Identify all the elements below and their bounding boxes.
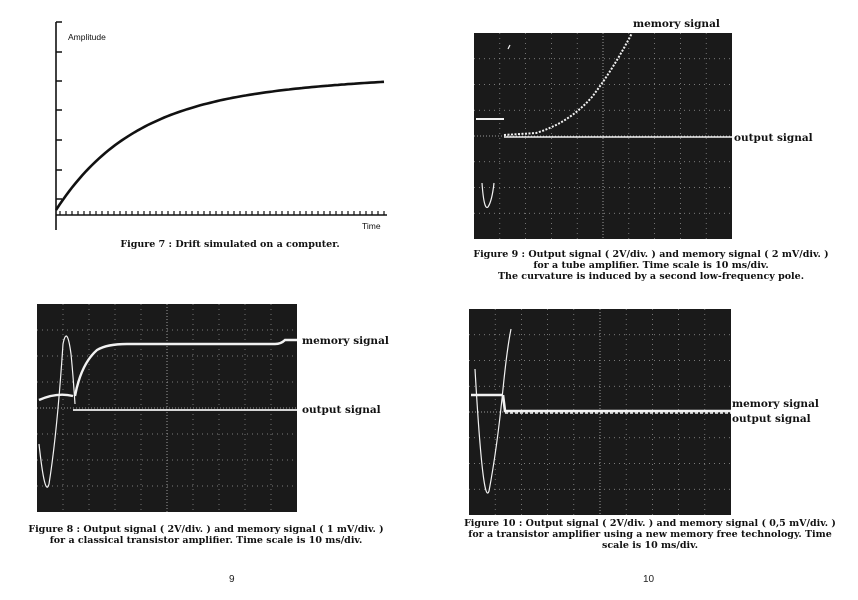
fig7-y-ticks	[56, 22, 62, 199]
fig7-caption: Figure 7 : Drift simulated on a computer.	[120, 239, 340, 250]
fig7-plot	[50, 18, 390, 233]
fig10-output-label: output signal	[732, 413, 811, 425]
page-number-right: 10	[643, 574, 655, 585]
fig8-caption	[20, 524, 392, 546]
fig7-drift-curve	[56, 82, 384, 210]
fig9-caption	[470, 249, 832, 282]
fig9-caption-line-2: for a tube amplifier. Time scale is 10 ms/div.	[533, 260, 769, 271]
page-number-left: 9	[229, 574, 235, 585]
fig8-caption-line-2: for a classical transistor amplifier. Time scale is 10 ms/div.	[49, 535, 363, 546]
fig10-caption-line-2: for a transistor amplifier using a new memory free technology. Time	[468, 529, 832, 540]
fig10-caption-line-1: Figure 10 : Output signal ( 2V/div. ) and memory signal ( 0,5 mV/div. )	[464, 518, 836, 529]
fig9-caption-line-1: Figure 9 : Output signal ( 2V/div. ) and memory signal ( 2 mV/div. )	[473, 249, 829, 260]
fig10-caption-line-3: scale is 10 ms/div.	[601, 540, 699, 551]
fig10-caption	[463, 518, 837, 551]
fig7-ylabel: Amplitude	[68, 32, 106, 42]
fig8-memory-label: memory signal	[302, 335, 389, 347]
fig10-scope	[469, 309, 731, 515]
fig9-scope	[474, 33, 732, 239]
fig7-x-ticks	[60, 211, 384, 215]
fig8-caption-line-1: Figure 8 : Output signal ( 2V/div. ) and memory signal ( 1 mV/div. )	[28, 524, 384, 535]
fig9-caption-line-3: The curvature is induced by a second low-frequency pole.	[497, 271, 805, 282]
fig8-output-label: output signal	[302, 404, 381, 416]
fig9-memory-label: memory signal	[633, 18, 720, 30]
fig7-xlabel: Time	[362, 221, 381, 231]
fig8-scope	[37, 304, 297, 512]
fig9-output-label: output signal	[734, 132, 813, 144]
fig10-memory-label: memory signal	[732, 398, 819, 410]
